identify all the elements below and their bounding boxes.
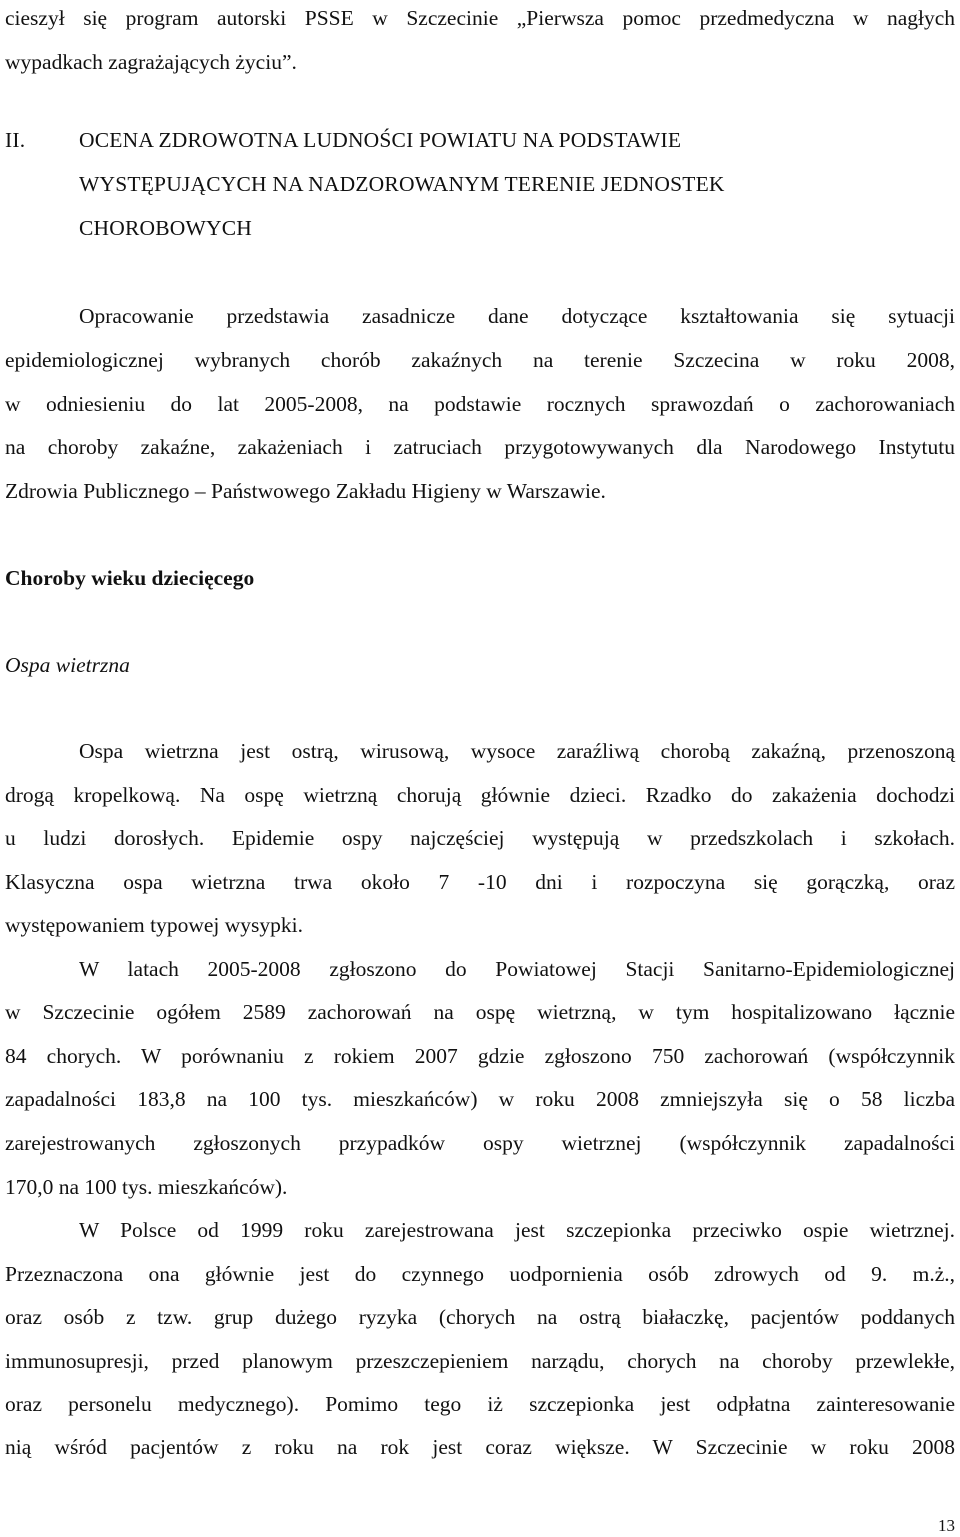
heading-bold: Choroby wieku dziecięcego (5, 566, 255, 590)
paragraph-line: Przeznaczona ona głównie jest do czynnego uodpornienia osób zdrowych od 9. m.ż., (5, 1262, 955, 1286)
paragraph-line: drogą kropelkową. Na ospę wietrzną chorują głównie dzieci. Rzadko do zakażenia dochodzi (5, 783, 955, 807)
heading-italic: Ospa wietrzna (5, 653, 130, 677)
paragraph-line: zarejestrowanych zgłoszonych przypadków ospy wietrznej (współczynnik zapadalności (5, 1131, 955, 1155)
intro-line-1: cieszył się program autorski PSSE w Szczecinie „Pierwsza pomoc przedmedyczna w nagłych (5, 6, 955, 30)
paragraph-line: 170,0 na 100 tys. mieszkańców). (5, 1175, 288, 1199)
paragraph-line: u ludzi dorosłych. Epidemie ospy najczęściej występują w przedszkolach i szkołach. (5, 826, 955, 850)
section-title-line-1: OCENA ZDROWOTNA LUDNOŚCI POWIATU NA PODSTAWIE (79, 128, 682, 152)
paragraph-line: na choroby zakaźne, zakażeniach i zatruciach przygotowywanych dla Narodowego Instytutu (5, 435, 955, 459)
paragraph-line: występowaniem typowej wysypki. (5, 913, 303, 937)
paragraph-line: epidemiologicznej wybranych chorób zakaźnych na terenie Szczecina w roku 2008, (5, 348, 955, 372)
paragraph-line: W Polsce od 1999 roku zarejestrowana jest szczepionka przeciwko ospie wietrznej. (79, 1218, 955, 1242)
paragraph-line: Ospa wietrzna jest ostrą, wirusową, wysoce zaraźliwą chorobą zakaźną, przenoszoną (79, 739, 955, 763)
paragraph-line: W latach 2005-2008 zgłoszono do Powiatowej Stacji Sanitarno-Epidemiologicznej (79, 957, 955, 981)
section-title-line-3: CHOROBOWYCH (79, 216, 253, 240)
paragraph-line: w Szczecinie ogółem 2589 zachorowań na ospę wietrzną, w tym hospitalizowano łącznie (5, 1000, 955, 1024)
page-number: 13 (938, 1516, 955, 1535)
paragraph-line: 84 chorych. W porównaniu z rokiem 2007 gdzie zgłoszono 750 zachorowań (współczynnik (5, 1044, 955, 1068)
paragraph-line: nią wśród pacjentów z roku na rok jest coraz większe. W Szczecinie w roku 2008 (5, 1435, 955, 1459)
intro-line-2: wypadkach zagrażających życiu”. (5, 50, 297, 74)
paragraph-line: oraz personelu medycznego). Pomimo tego iż szczepionka jest odpłatna zainteresowanie (5, 1392, 955, 1416)
paragraph-line: Zdrowia Publicznego – Państwowego Zakładu Higieny w Warszawie. (5, 479, 606, 503)
paragraph-line: oraz osób z tzw. grup dużego ryzyka (chorych na ostrą białaczkę, pacjentów poddanych (5, 1305, 955, 1329)
section-title-line-2: WYSTĘPUJĄCYCH NA NADZOROWANYM TERENIE JEDNOSTEK (79, 172, 725, 196)
paragraph-line: w odniesieniu do lat 2005-2008, na podstawie rocznych sprawozdań o zachorowaniach (5, 392, 955, 416)
paragraph-line: zapadalności 183,8 na 100 tys. mieszkańców) w roku 2008 zmniejszyła się o 58 liczba (5, 1087, 955, 1111)
section-number: II. (5, 128, 26, 152)
paragraph-line: immunosupresji, przed planowym przeszczepieniem narządu, chorych na choroby przewlekłe, (5, 1349, 955, 1373)
paragraph-line: Opracowanie przedstawia zasadnicze dane dotyczące kształtowania się sytuacji (79, 304, 955, 328)
paragraph-line: Klasyczna ospa wietrzna trwa około 7 -10 dni i rozpoczyna się gorączką, oraz (5, 870, 955, 894)
